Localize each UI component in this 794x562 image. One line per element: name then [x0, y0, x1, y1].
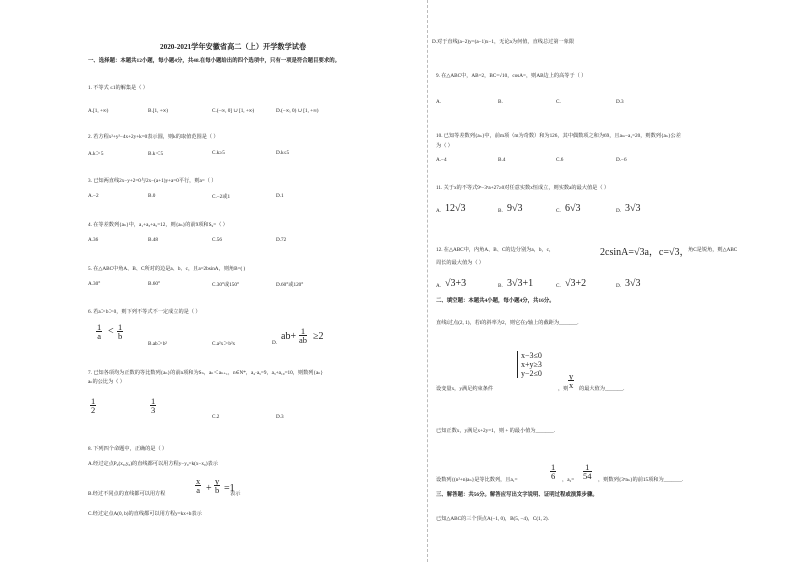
q4-option-d: D.72: [276, 237, 287, 243]
q8-option-c: C.经过定点A(0, b)的直线都可以用方程y=kx+b表示: [88, 511, 202, 517]
q1-option-b: B.[1, +∞): [148, 108, 169, 114]
q6-option-c: C.a²x＞b²x: [212, 341, 236, 347]
q12-stem-b: 角C是锐角，则△ABC: [688, 247, 738, 253]
q6-option-b: B.ab＞b²: [148, 341, 167, 347]
q1-option-a: A.[1, +∞): [88, 108, 109, 114]
q5-option-a: A.30°: [88, 281, 101, 287]
q11-option-d: D.: [616, 208, 622, 214]
left-column: [88, 0, 420, 562]
q9-stem: 9. 在△ABC中，AB=2，BC=√10，cosA=，则AB边上的高等于（ ）: [436, 73, 587, 79]
q11-option-b-value: 9√3: [507, 203, 523, 214]
q12-option-d: D.: [616, 283, 622, 289]
q10-option-c: C.6: [556, 157, 564, 163]
q5-option-c: C.30°或150°: [212, 282, 240, 288]
q12-stem-equation: 2csinA=√3a，c=√3，: [600, 247, 690, 258]
exam-title: 2020-2021学年安徽省高二（上）开学数学试卷: [160, 43, 307, 51]
q8-option-b-prefix: B.经过不同点的直线都可以用方程: [88, 491, 166, 497]
q1-stem: 1. 不等式 ≤1的解集是（ ）: [88, 85, 148, 91]
q7-option-a-frac: $\frac{1}{2}$: [91, 396, 96, 415]
q9-option-d: D.3: [616, 99, 624, 105]
q5-option-d: D.60°或120°: [276, 282, 304, 288]
q3-option-c: C.−2或1: [212, 194, 231, 200]
fill2-frac: $\frac{y}{x}$: [569, 371, 574, 390]
q12-option-a: A.: [436, 283, 442, 289]
fill2-mid: ，则: [558, 386, 569, 392]
fill2-constraint-2: x+y≥3: [521, 360, 542, 369]
q12-option-c: C.: [556, 283, 561, 289]
fill2-pre: 设变量x，y满足约束条件: [436, 386, 494, 392]
q10-option-d: D.−6: [616, 157, 627, 163]
q8-stem: 8. 下列四个命题中，正确的是（ ）: [88, 446, 168, 452]
fill3-text: 已知正数x，y满足x+2y=1，则 + 的最小值为_______.: [436, 428, 556, 434]
q2-option-d: D.k≤5: [276, 150, 290, 156]
q9-option-a: A.: [436, 99, 442, 105]
q11-option-c: C.: [556, 208, 561, 214]
q3-stem: 3. 已知两直线2x−y+2=0与2x−(a+1)y+a=0平行，则a=（ ）: [88, 178, 217, 184]
q7-option-d: D.3: [276, 414, 284, 420]
column-divider: [427, 0, 428, 562]
q12-stem-a: 12. 在△ABC中，内角A、B、C的边分别为a，b，c，: [436, 247, 555, 253]
q8-option-b-plus: +: [206, 483, 212, 494]
q11-stem: 11. 关于x的不等式9ˣ−3ˣa+27≥0对任意实数x恒成立，则实数a的最大值是（ ）: [436, 185, 610, 191]
fill4-a1-frac: $\frac{1}{6}$: [551, 462, 556, 481]
q8-option-b-eq: =1: [224, 483, 235, 494]
q2-option-a: A.k＞5: [88, 151, 104, 157]
q3-option-d: D.1: [276, 193, 284, 199]
q1-option-c: C.(−∞, 0] ∪ [1, +∞): [212, 108, 255, 114]
right-column: [432, 0, 752, 562]
fill1-text: 直线l过点(2, 1)，若l的斜率为2，则它在y轴上的截距为_______.: [436, 320, 579, 326]
q11-option-c-value: 6√3: [565, 203, 581, 214]
section-choice-heading: 一、选择题：本题共12小题，每小题4分，共48.在每小题给出的四个选项中，只有一项是符合题目要求的。: [88, 58, 341, 64]
q1-option-d: D.(−∞, 0) ∪ [1, +∞): [276, 108, 319, 114]
q6-option-d-rel: ≥2: [313, 331, 324, 342]
q2-option-b: B.k＜5: [148, 151, 164, 157]
q11-option-a-value: 12√3: [445, 203, 466, 214]
q7-stem-line1: 7. 已知各项均为正数的等比数列{aₙ}的前n项和为Sₙ，aₙ＜aₙ₊₁，n∈N*，a₄·a₅=9，a₃+a₁₀=10，则数列{aₙ}: [88, 370, 323, 376]
section-solve-heading: 三、解答题：共56分。解答应写出文字说明、证明过程或演算步骤。: [436, 492, 598, 498]
q10-option-b: B.4: [498, 157, 506, 163]
q9-option-b: B.: [498, 99, 503, 105]
q6-option-a-rel: <: [108, 326, 114, 337]
q5-option-b: B.60°: [148, 281, 161, 287]
q6-option-d-prefix: D.: [272, 340, 278, 346]
q7-stem-line2: aₙ的公比为（ ）: [88, 379, 125, 385]
q8-option-b-suffix: 表示: [230, 491, 241, 497]
q12-option-a-value: √3+3: [445, 278, 467, 289]
q12-option-b-value: 3√3+1: [507, 278, 534, 289]
q10-option-a: A.−4: [436, 157, 447, 163]
q8-option-b-frac-x: $\frac{x}{a}$: [196, 476, 201, 495]
q8-option-a: A.经过定点P₀(x₀,y₀)的直线都可以用方程y−y₀=k(x−x₀)表示: [88, 461, 218, 467]
q2-option-c: C.k≥5: [212, 150, 225, 156]
q6-option-d-lhs: ab+: [281, 331, 297, 342]
q6-option-a-frac2: $\frac{1}{b}$: [118, 322, 123, 341]
q6-option-a-frac1: $\frac{1}{a}$: [97, 322, 102, 341]
q6-option-d-frac: $\frac{1}{ab}$: [299, 326, 308, 345]
solve1-text: 已知△ABC的三个顶点A(−1, 0)，B(5, −4)，C(1, 2).: [436, 516, 549, 522]
q4-stem: 4. 在等差数列{aₙ}中，a₁+a₃+a₅=12，则{aₙ}的前9项和S₉=（ ）: [88, 222, 228, 228]
q7-option-b-frac: $\frac{1}{3}$: [151, 396, 156, 415]
fill4-a2-frac: $\frac{1}{54}$: [583, 462, 592, 481]
q2-stem: 2. 若方程x²+y²−4x+2y+k=0表示圆，则k的取值范围是（ ）: [88, 134, 219, 140]
q8-option-d: D.对于直线(a−2)y=(a−1)x−1，无论a为何值，直线总过第一象限: [432, 39, 575, 45]
q4-option-a: A.36: [88, 237, 99, 243]
fill2-constraint-1: x−3≤0: [521, 351, 542, 360]
q4-option-c: C.56: [212, 237, 222, 243]
q5-stem: 5. 在△ABC中角A、B、C所对的边是a、b、c，且a=2bsinA，则角B=( ): [88, 266, 246, 272]
q8-option-b-frac-y: $\frac{y}{b}$: [215, 476, 220, 495]
section-fill-heading: 二、填空题：本题共4小题，每小题4分，共16分。: [436, 298, 555, 304]
fill4-mid: ，a₂=: [562, 477, 575, 483]
q12-stem-line2: 周长的最大值为（ ）: [436, 260, 484, 266]
q11-option-a: A.: [436, 208, 442, 214]
fill2-constraint-3: y−2≤0: [521, 369, 542, 378]
q12-option-b: B.: [498, 283, 503, 289]
q11-option-d-value: 3√3: [625, 203, 641, 214]
fill4-post: ，则数列{3ⁿaₙ}的前15项和为_______.: [598, 477, 684, 483]
q11-option-b: B.: [498, 208, 503, 214]
q9-option-c: C.: [556, 99, 561, 105]
fill4-pre: 设数列{(n²+n)aₙ}是等比数列，且a₁=: [436, 477, 518, 483]
q4-option-b: B.48: [148, 237, 158, 243]
q12-option-d-value: 3√3: [625, 278, 641, 289]
fill2-post: 的最大值为_______.: [579, 386, 625, 392]
q12-option-c-value: √3+2: [565, 278, 587, 289]
fill2-constraint-system: [517, 351, 542, 378]
q3-option-b: B.0: [148, 193, 156, 199]
q7-option-c: C.2: [212, 414, 220, 420]
q10-stem-line1: 10. 已知等差数列{aₙ}中，前m项（m为奇数）和为126，其中偶数项之和为69，且aₘ−a₁=20，则数列{aₙ}公差: [436, 133, 681, 139]
q10-stem-line2: 为（ ）: [436, 143, 453, 149]
q6-stem: 6. 若a＞b＞0，则下列不等式不一定成立的是（ ）: [88, 309, 201, 315]
q3-option-a: A.−2: [88, 193, 99, 199]
